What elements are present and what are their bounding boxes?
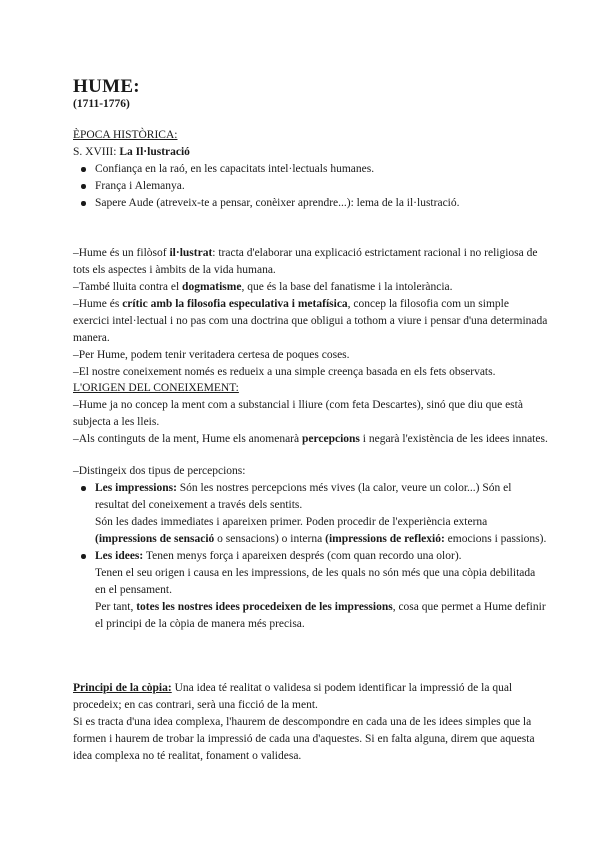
text-run: , concep la filosofia com un simple exercici intel·lectual i no pas com una doctrina que obligui a tothom a viure i pensar d'una determinada manera. [73, 298, 548, 344]
list-item: Sapere Aude (atreveix-te a pensar, conèixer aprendre...): lema de la il·lustració. [95, 195, 548, 212]
bold-term: dogmatisme [182, 281, 242, 293]
intro-paragraph: –El nostre coneixement només es redueix a una simple creença basada en els fets observats. [73, 366, 496, 378]
text-run: , cosa que permet a Hume definir el principi de la còpia de manera més precisa. [95, 601, 546, 630]
epoca-heading: ÈPOCA HISTÒRICA: [73, 129, 178, 141]
origen-heading: L'ORIGEN DEL CONEIXEMENT: [73, 382, 239, 394]
author-dates: (1711-1776) [73, 98, 130, 110]
text-run: o sensacions) o interna [214, 533, 326, 545]
text-run: i negarà l'existència de les idees innates. [359, 433, 548, 445]
intro-paragraph [73, 245, 548, 279]
bold-term: percepcions [301, 433, 360, 445]
text-run: : tracta d'elaborar una explicació estrictament racional i no religiosa de tots els aspectes i àmbits de la vida humana. [73, 247, 538, 276]
list-item: França i Alemanya. [95, 178, 548, 195]
origen-paragraph: –Hume ja no concep la ment com a substancial i lliure (com feta Descartes), sinó que diu que està subjecta a les lleis. [73, 399, 523, 428]
intro-paragraph: –Per Hume, podem tenir veritadera certesa de poques coses. [73, 349, 350, 361]
text-run: emocions i passions). [444, 533, 547, 545]
text-run: –També lluita contra el [73, 281, 183, 293]
list-item [95, 548, 548, 633]
century-label: S. XVIII: [73, 146, 117, 158]
principi-section [73, 680, 548, 765]
text-run: Són les nostres percepcions més vives (la calor, veure un color...) Són el resultat del coneixement a través dels sentits. [95, 482, 512, 511]
principi-paragraph: Si es tracta d'una idea complexa, l'haurem de descompondre en cada una de les idees simples que la formen i haurem de trobar la impressió de cada una d'aquestes. Si en falta alguna, direm que aquesta idea complexa no té realitat, fonament o validesa. [73, 716, 535, 762]
principi-paragraph [73, 680, 548, 714]
bold-term: il·lustrat [169, 247, 213, 259]
text-run: Per tant, [95, 601, 137, 613]
bold-term: Les idees: [95, 550, 144, 562]
text-run: Una idea té realitat o validesa si podem identificar la impressió de la qual procedeix; en cas contrari, serà una ficció de la ment. [73, 682, 513, 711]
percepcions-section [73, 463, 548, 633]
bold-term: crític amb la filosofia especulativa i metafísica [122, 298, 348, 310]
text-run: –Hume és [73, 298, 123, 310]
bold-term: Les impressions: [95, 482, 177, 494]
bold-term: (impressions de reflexió: [325, 533, 445, 545]
text-run: –Als continguts de la ment, Hume els anomenarà [73, 433, 302, 445]
text-run: –Hume és un filòsof [73, 247, 170, 259]
bold-term: (impressions de sensació [95, 533, 215, 545]
text-run: , que és la base del fanatisme i la intolerància. [241, 281, 453, 293]
principi-label: Principi de la còpia: [73, 682, 172, 694]
text-run: Tenen el seu origen i causa en les impressions, de les quals no són més que una còpia debilitada en el pensament. [95, 567, 536, 596]
list-item [95, 480, 548, 548]
origen-section [73, 380, 548, 448]
epoca-section [73, 127, 548, 212]
text-run: Tenen menys força i apareixen després (com quan recordo una olor). [143, 550, 462, 562]
intro-section [73, 245, 548, 381]
list-item: Confiança en la raó, en les capacitats intel·lectuals humanes. [95, 161, 548, 178]
movement-label: La Il·lustració [119, 146, 190, 158]
text-run: Són les dades immediates i apareixen primer. Poden procedir de l'experiència externa [95, 516, 488, 528]
century-line [73, 144, 548, 161]
intro-paragraph [73, 279, 548, 296]
intro-paragraph [73, 296, 548, 347]
page-title: HUME: [73, 76, 140, 97]
bold-term: totes les nostres idees procedeixen de les impressions [136, 601, 393, 613]
epoca-bullet-list [73, 161, 548, 212]
origen-paragraph: –Distingeix dos tipus de percepcions: [73, 465, 246, 477]
origen-paragraph [73, 431, 548, 448]
percepcions-list [73, 480, 548, 633]
